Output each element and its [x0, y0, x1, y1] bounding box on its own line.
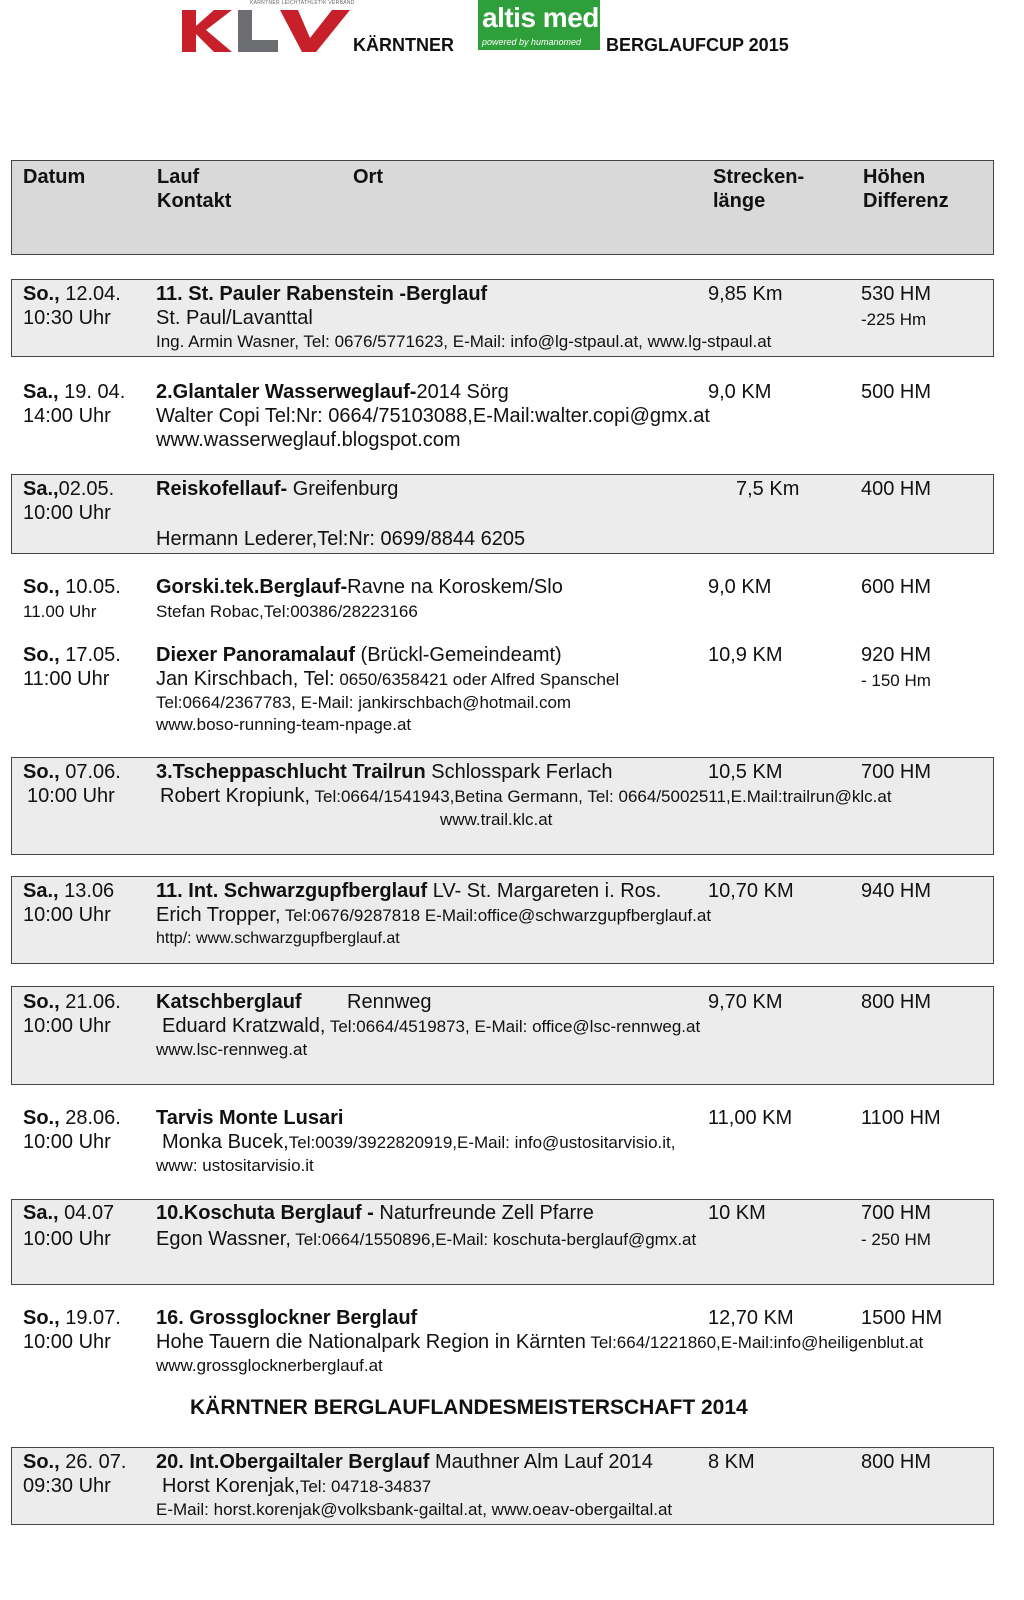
- event-distance: 10 KM: [708, 1202, 766, 1224]
- col-strecke-2: länge: [713, 190, 766, 212]
- event-name: 20. Int.Obergailtaler Berglauf Mauthner Alm Lauf 2014: [156, 1451, 653, 1473]
- event-date: So., 10.05.: [23, 576, 121, 598]
- event-email: E-Mail: horst.korenjak@volksbank-gailtal.at, www.oeav-obergailtal.at: [156, 1500, 673, 1519]
- col-hoehe: Höhen: [863, 166, 926, 188]
- event-date: So., 07.06.: [23, 761, 121, 783]
- event-name: 11. St. Pauler Rabenstein -Berglauf: [156, 283, 488, 305]
- event-date: Sa., 04.07: [23, 1202, 115, 1224]
- event-distance: 10,70 KM: [708, 880, 794, 902]
- event-name: Reiskofellauf- Greifenburg: [156, 478, 399, 500]
- col-ort: Ort: [353, 166, 383, 188]
- event-name: Gorski.tek.Berglauf-Ravne na Koroskem/Slo: [156, 576, 563, 598]
- event-distance: 12,70 KM: [708, 1307, 794, 1329]
- col-strecke: Strecken-: [713, 166, 805, 188]
- event-website: www.lsc-rennweg.at: [156, 1040, 308, 1059]
- event-name: 11. Int. Schwarzgupfberglauf LV- St. Margareten i. Ros.: [156, 880, 662, 902]
- event-elevation: 920 HM: [861, 644, 932, 666]
- event-distance: 10,5 KM: [708, 761, 783, 783]
- event-name: Tarvis Monte Lusari: [156, 1107, 344, 1129]
- event-contact: Eduard Kratzwald, Tel:0664/4519873, E-Mail: office@lsc-rennweg.at: [162, 1015, 701, 1037]
- event-name: Diexer Panoramalauf (Brückl-Gemeindeamt): [156, 644, 562, 666]
- event-website: http/: www.schwarzgupfberglauf.at: [156, 930, 400, 947]
- event-elevation: 500 HM: [861, 381, 932, 403]
- event-elevation: 600 HM: [861, 576, 932, 598]
- event-elevation-down: -225 Hm: [861, 310, 927, 329]
- event-elevation: 1500 HM: [861, 1307, 943, 1329]
- event-date: So., 17.05.: [23, 644, 121, 666]
- event-distance: 8 KM: [708, 1451, 755, 1473]
- event-time: 10:00 Uhr: [23, 1228, 111, 1250]
- sponsor-name: altis med: [482, 2, 599, 33]
- event-date: So., 19.07.: [23, 1307, 121, 1329]
- event-time: 10:00 Uhr: [23, 502, 111, 524]
- event-time: 11:00 Uhr: [23, 668, 110, 690]
- event-name: 10.Koschuta Berglauf - Naturfreunde Zell Pfarre: [156, 1202, 594, 1224]
- event-contact: Jan Kirschbach, Tel: 0650/6358421 oder Alfred Spanschel: [156, 668, 620, 690]
- event-contact: Erich Tropper, Tel:0676/9287818 E-Mail:office@schwarzgupfberglauf.at: [156, 904, 712, 926]
- event-distance: 9,0 KM: [708, 576, 772, 598]
- col-hoehe-2: Differenz: [863, 190, 949, 212]
- event-date: So., 12.04.: [23, 283, 121, 305]
- event-contact: Hohe Tauern die Nationalpark Region in Kärnten Tel:664/1221860,E-Mail:info@heiligenblut.at: [156, 1331, 924, 1353]
- section-title: KÄRNTNER BERGLAUFLANDESMEISTERSCHAFT 2014: [190, 1396, 748, 1419]
- event-elevation: 700 HM: [861, 1202, 932, 1224]
- event-contact: Monka Bucek,Tel:0039/3922820919,E-Mail: info@ustositarvisio.it,: [162, 1131, 676, 1153]
- col-datum: Datum: [23, 166, 86, 188]
- event-date: So., 26. 07.: [23, 1451, 127, 1473]
- event-distance: 10,9 KM: [708, 644, 783, 666]
- event-time: 10:00 Uhr: [27, 785, 115, 807]
- event-time: 10:30 Uhr: [23, 307, 111, 329]
- event-elevation: 530 HM: [861, 283, 932, 305]
- event-contact: Hermann Lederer,Tel:Nr: 0699/8844 6205: [156, 528, 526, 550]
- event-contact: Robert Kropiunk, Tel:0664/1541943,Betina Germann, Tel: 0664/5002511,E.Mail:trailrun@klc.at: [160, 785, 892, 807]
- event-website: www.boso-running-team-npage.at: [156, 715, 412, 734]
- klv-logo: [182, 6, 350, 54]
- event-time: 11.00 Uhr: [23, 602, 97, 621]
- sponsor-tagline: powered by humanomed: [482, 37, 582, 47]
- event-date: So., 21.06.: [23, 991, 121, 1013]
- event-elevation: 400 HM: [861, 478, 932, 500]
- klv-subtitle: KÄRNTNER LEICHTATHLETIK VERBAND: [250, 0, 355, 6]
- event-elevation: 800 HM: [861, 991, 932, 1013]
- event-location: St. Paul/Lavanttal: [156, 307, 313, 329]
- event-website: www.wasserweglauf.blogspot.com: [156, 429, 461, 451]
- event-contact: Walter Copi Tel:Nr: 0664/75103088,E-Mail:walter.copi@gmx.at: [156, 405, 710, 427]
- col-lauf: Lauf: [157, 166, 200, 188]
- event-time: 14:00 Uhr: [23, 405, 111, 427]
- event-website: www.grossglocknerberglauf.at: [156, 1356, 383, 1375]
- event-elevation-down: - 150 Hm: [861, 671, 931, 690]
- event-contact: Egon Wassner, Tel:0664/1550896,E-Mail: koschuta-berglauf@gmx.at: [156, 1228, 697, 1250]
- sponsor-logo: [478, 0, 600, 50]
- event-contact: Stefan Robac,Tel:00386/28223166: [156, 602, 418, 621]
- event-place: Rennweg: [347, 991, 432, 1013]
- event-contact: Ing. Armin Wasner, Tel: 0676/5771623, E-Mail: info@lg-stpaul.at, www.lg-stpaul.at: [156, 332, 772, 351]
- event-date: So., 28.06.: [23, 1107, 121, 1129]
- event-website: www.trail.klc.at: [440, 810, 553, 829]
- title-right: BERGLAUFCUP 2015: [606, 35, 789, 55]
- event-time: 10:00 Uhr: [23, 1015, 111, 1037]
- event-name: 16. Grossglockner Berglauf: [156, 1307, 418, 1329]
- event-date: Sa., 13.06: [23, 880, 115, 902]
- event-distance: 11,00 KM: [708, 1107, 793, 1129]
- event-time: 09:30 Uhr: [23, 1475, 111, 1497]
- event-name: 3.Tscheppaschlucht Trailrun Schlosspark Ferlach: [156, 761, 613, 783]
- event-name: Katschberglauf: [156, 991, 302, 1013]
- title-left: KÄRNTNER: [353, 35, 454, 55]
- event-distance: 9,85 Km: [708, 283, 783, 305]
- event-contact: Horst Korenjak,Tel: 04718-34837: [162, 1475, 432, 1497]
- event-distance: 9,70 KM: [708, 991, 783, 1013]
- col-kontakt: Kontakt: [157, 190, 232, 212]
- event-date: Sa.,02.05.: [23, 478, 115, 500]
- event-distance: 7,5 Km: [736, 478, 800, 500]
- event-website: www: ustositarvisio.it: [156, 1156, 314, 1175]
- event-date: Sa., 19. 04.: [23, 381, 126, 403]
- event-distance: 9,0 KM: [708, 381, 772, 403]
- event-elevation: 800 HM: [861, 1451, 932, 1473]
- event-elevation-down: - 250 HM: [861, 1230, 931, 1249]
- event-time: 10:00 Uhr: [23, 904, 111, 926]
- event-contact-2: Tel:0664/2367783, E-Mail: jankirschbach@hotmail.com: [156, 693, 572, 712]
- event-name: 2.Glantaler Wasserweglauf-2014 Sörg: [156, 381, 509, 403]
- event-time: 10:00 Uhr: [23, 1131, 111, 1153]
- event-elevation: 1100 HM: [861, 1107, 941, 1129]
- event-elevation: 700 HM: [861, 761, 932, 783]
- event-elevation: 940 HM: [861, 880, 932, 902]
- table-header: [11, 160, 994, 255]
- event-time: 10:00 Uhr: [23, 1331, 111, 1353]
